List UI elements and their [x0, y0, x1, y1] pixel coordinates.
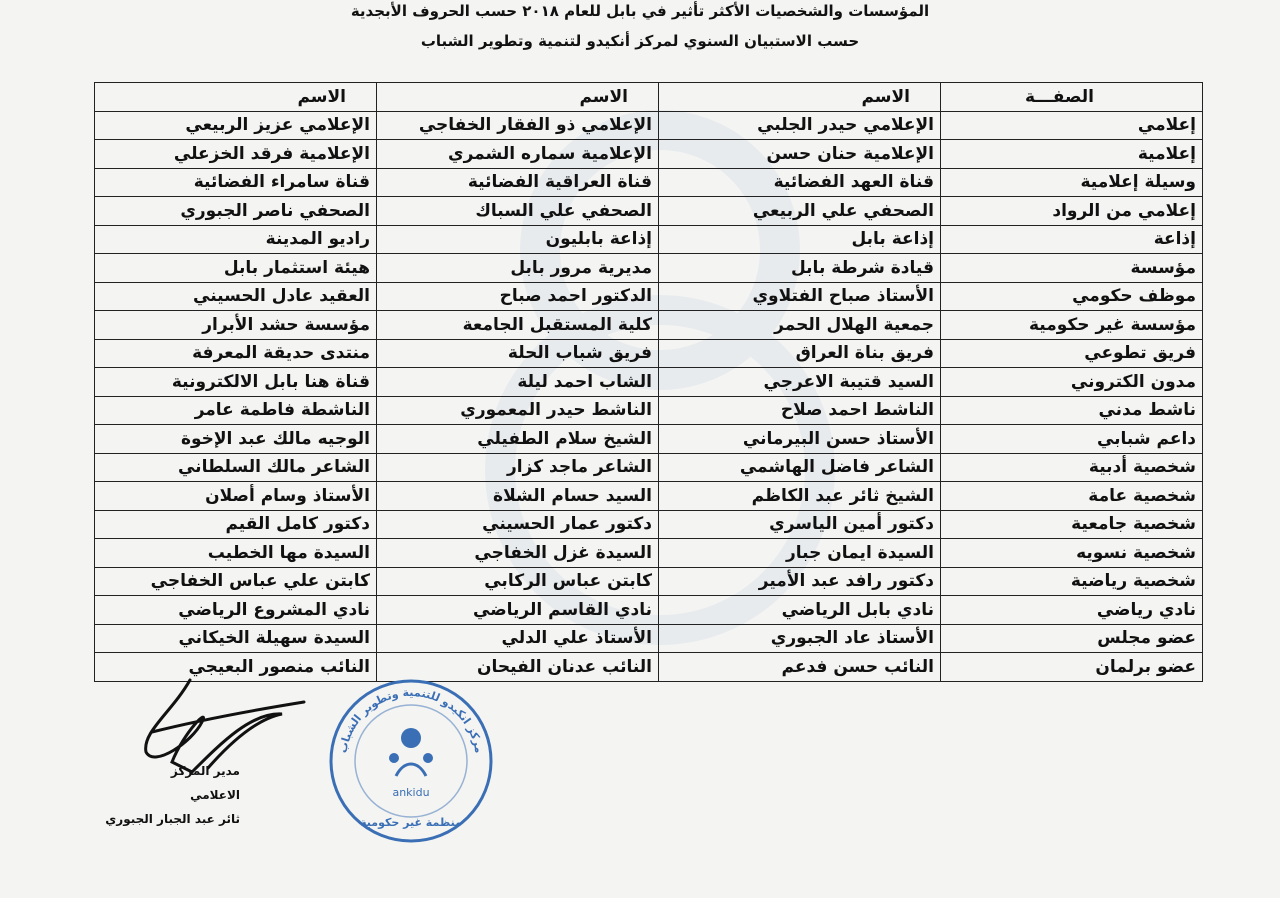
name-cell: الصحفي ناصر الجبوري	[95, 197, 377, 226]
header-name-2: الاسم	[377, 83, 659, 112]
name-cell: الإعلامية فرقد الخزعلي	[95, 140, 377, 169]
name-cell: الإعلامية حنان حسن	[659, 140, 941, 169]
name-cell: قناة العهد الفضائية	[659, 168, 941, 197]
table-row	[95, 596, 1203, 625]
name-cell: نادي بابل الرياضي	[659, 596, 941, 625]
category-cell: موظف حكومي	[941, 282, 1203, 311]
name-cell: الأستاذ وسام أصلان	[95, 482, 377, 511]
stamp-top-text: مركز انكيدو للتنمية وتطوير الشباب	[336, 685, 486, 755]
name-cell: إذاعة بابل	[659, 225, 941, 254]
name-cell: الإعلامي ذو الفقار الخفاجي	[377, 111, 659, 140]
table-row	[95, 567, 1203, 596]
table-row	[95, 453, 1203, 482]
name-cell: نادي المشروع الرياضي	[95, 596, 377, 625]
name-cell: الإعلامي عزيز الربيعي	[95, 111, 377, 140]
name-cell: الأستاذ حسن البيرماني	[659, 425, 941, 454]
organization-stamp	[326, 676, 496, 846]
name-cell: النائب عدنان الفيحان	[377, 653, 659, 682]
name-cell: كابتن علي عباس الخفاجي	[95, 567, 377, 596]
name-cell: الشيخ ثائر عبد الكاظم	[659, 482, 941, 511]
category-cell: إذاعة	[941, 225, 1203, 254]
name-cell: دكتور أمين الياسري	[659, 510, 941, 539]
table-row	[95, 111, 1203, 140]
name-cell: الشاب احمد ليلة	[377, 368, 659, 397]
name-cell: قيادة شرطة بابل	[659, 254, 941, 283]
name-cell: راديو المدينة	[95, 225, 377, 254]
document-subtitle: حسب الاستبيان السنوي لمركز أنكيدو لتنمية وتطوير الشباب	[420, 32, 860, 50]
table-row	[95, 539, 1203, 568]
name-cell: الأستاذ عاد الجبوري	[659, 624, 941, 653]
table-row	[95, 425, 1203, 454]
category-cell: إعلامي	[941, 111, 1203, 140]
name-cell: الدكتور احمد صباح	[377, 282, 659, 311]
name-cell: الشاعر ماجد كزار	[377, 453, 659, 482]
name-cell: العقيد عادل الحسيني	[95, 282, 377, 311]
category-cell: فريق تطوعي	[941, 339, 1203, 368]
category-cell: وسيلة إعلامية	[941, 168, 1203, 197]
name-cell: الوجيه مالك عبد الإخوة	[95, 425, 377, 454]
table-row	[95, 140, 1203, 169]
name-cell: مؤسسة حشد الأبرار	[95, 311, 377, 340]
name-cell: النائب منصور البعيجي	[95, 653, 377, 682]
name-cell: الصحفي علي السباك	[377, 197, 659, 226]
name-cell: الأستاذ علي الدلي	[377, 624, 659, 653]
name-cell: السيدة مها الخطيب	[95, 539, 377, 568]
name-cell: دكتور رافد عبد الأمير	[659, 567, 941, 596]
name-cell: النائب حسن فدعم	[659, 653, 941, 682]
name-cell: الشاعر مالك السلطاني	[95, 453, 377, 482]
name-cell: قناة هنا بابل الالكترونية	[95, 368, 377, 397]
name-cell: منتدى حديقة المعرفة	[95, 339, 377, 368]
name-cell: السيد قتيبة الاعرجي	[659, 368, 941, 397]
category-cell: مؤسسة غير حكومية	[941, 311, 1203, 340]
signature-title: مدير المركز	[170, 764, 240, 778]
name-cell: فريق شباب الحلة	[377, 339, 659, 368]
header-category: الصفـــة	[941, 83, 1203, 112]
name-cell: السيد حسام الشلاة	[377, 482, 659, 511]
name-cell: مديرية مرور بابل	[377, 254, 659, 283]
name-cell: الصحفي علي الربيعي	[659, 197, 941, 226]
table-row	[95, 510, 1203, 539]
name-cell: كابتن عباس الركابي	[377, 567, 659, 596]
name-cell: الإعلامي حيدر الجلبي	[659, 111, 941, 140]
category-cell: ناشط مدني	[941, 396, 1203, 425]
name-cell: قناة سامراء الفضائية	[95, 168, 377, 197]
name-cell: جمعية الهلال الحمر	[659, 311, 941, 340]
name-cell: الأستاذ صباح الفتلاوي	[659, 282, 941, 311]
category-cell: شخصية نسويه	[941, 539, 1203, 568]
name-cell: فريق بناة العراق	[659, 339, 941, 368]
table-row	[95, 225, 1203, 254]
name-cell: الإعلامية سماره الشمري	[377, 140, 659, 169]
category-cell: شخصية أدبية	[941, 453, 1203, 482]
table-row	[95, 168, 1203, 197]
stamp-logo-text: ankidu	[392, 786, 430, 799]
name-cell: دكتور كامل القيم	[95, 510, 377, 539]
table-row	[95, 197, 1203, 226]
signature-name: ثائر عبد الجبار الجبوري	[105, 812, 240, 826]
name-cell: هيئة استثمار بابل	[95, 254, 377, 283]
table-row	[95, 311, 1203, 340]
name-cell: السيدة غزل الخفاجي	[377, 539, 659, 568]
table-row	[95, 624, 1203, 653]
table-row	[95, 254, 1203, 283]
table-row	[95, 482, 1203, 511]
category-cell: شخصية جامعية	[941, 510, 1203, 539]
category-cell: مدون الكتروني	[941, 368, 1203, 397]
category-cell: إعلامي من الرواد	[941, 197, 1203, 226]
category-cell: مؤسسة	[941, 254, 1203, 283]
name-cell: قناة العراقية الفضائية	[377, 168, 659, 197]
category-cell: عضو مجلس	[941, 624, 1203, 653]
table-row	[95, 368, 1203, 397]
name-cell: الناشطة فاطمة عامر	[95, 396, 377, 425]
name-cell: الناشط حيدر المعموري	[377, 396, 659, 425]
category-cell: شخصية رياضية	[941, 567, 1203, 596]
table-row	[95, 339, 1203, 368]
table-row	[95, 282, 1203, 311]
category-cell: نادي رياضي	[941, 596, 1203, 625]
name-cell: الشاعر فاضل الهاشمي	[659, 453, 941, 482]
header-name-1: الاسم	[659, 83, 941, 112]
table-header-row	[95, 83, 1203, 112]
signature-role: الاعلامي	[190, 788, 240, 802]
category-cell: شخصية عامة	[941, 482, 1203, 511]
name-cell: كلية المستقبل الجامعة	[377, 311, 659, 340]
document-title: المؤسسات والشخصيات الأكثر تأثير في بابل للعام ٢٠١٨ حسب الحروف الأبجدية	[350, 2, 930, 20]
category-cell: عضو برلمان	[941, 653, 1203, 682]
name-cell: دكتور عمار الحسيني	[377, 510, 659, 539]
table-row	[95, 396, 1203, 425]
stamp-bottom-text: منظمة غير حكومية	[360, 816, 462, 829]
name-cell: الشيخ سلام الطفيلي	[377, 425, 659, 454]
name-cell: نادي القاسم الرياضي	[377, 596, 659, 625]
name-cell: السيدة سهيلة الخيكاني	[95, 624, 377, 653]
name-cell: إذاعة بابليون	[377, 225, 659, 254]
header-name-3: الاسم	[95, 83, 377, 112]
category-cell: داعم شبابي	[941, 425, 1203, 454]
category-cell: إعلامية	[941, 140, 1203, 169]
names-table	[94, 82, 1203, 682]
name-cell: السيدة ايمان جبار	[659, 539, 941, 568]
name-cell: الناشط احمد صلاح	[659, 396, 941, 425]
